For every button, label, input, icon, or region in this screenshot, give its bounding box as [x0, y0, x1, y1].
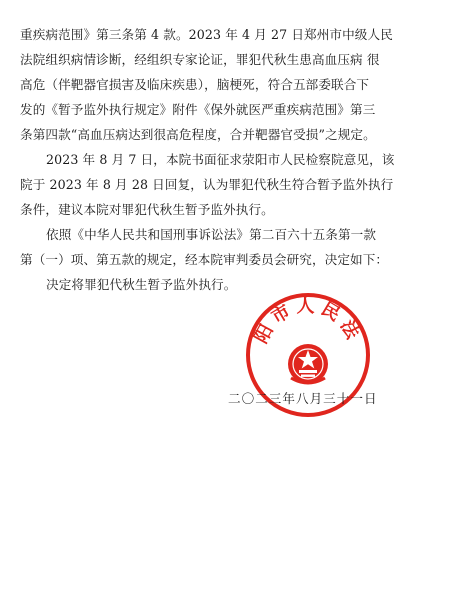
text-line: 院于 2023 年 8 月 28 日回复，认为罪犯代秋生符合暂予监外执行 — [20, 177, 394, 192]
paragraph-1 — [20, 22, 456, 147]
text-line: 发的《暂予监外执行规定》附件《保外就医严重疾病范围》第三 — [20, 102, 376, 117]
document-body — [20, 22, 456, 297]
text-line: 条第四款“高血压病达到很高危程度，合并靶器官受损”之规定。 — [20, 127, 376, 142]
text-line: 条件，建议本院对罪犯代秋生暂予监外执行。 — [20, 202, 274, 217]
seal-text: 阳市人民法 — [250, 296, 366, 347]
text-line: 第（一）项、第五款的规定，经本院审判委员会研究，决定如下： — [20, 252, 389, 267]
text-line: 高危（伴靶器官损害及临床疾患），脑梗死，符合五部委联合下 — [20, 77, 370, 92]
document-date: 二〇二三年八月三十一日 — [228, 391, 378, 406]
paragraph-3 — [20, 222, 456, 272]
paragraph-4 — [20, 272, 456, 297]
text-line: 决定将罪犯代秋生暂予监外执行。 — [46, 277, 237, 292]
text-line: 2023 年 8 月 7 日，本院书面征求荥阳市人民检察院意见，该 — [46, 152, 395, 167]
national-emblem — [288, 344, 328, 384]
text-line: 法院组织病情诊断，经组织专家论证，罪犯代秋生患高血压病 很 — [20, 52, 380, 67]
text-line: 依照《中华人民共和国刑事诉讼法》第二百六十五条第一款 — [46, 227, 377, 242]
text-line: 重疾病范围》第三条第 4 款。2023 年 4 月 27 日郑州市中级人民 — [20, 27, 393, 42]
paragraph-2 — [20, 147, 456, 222]
